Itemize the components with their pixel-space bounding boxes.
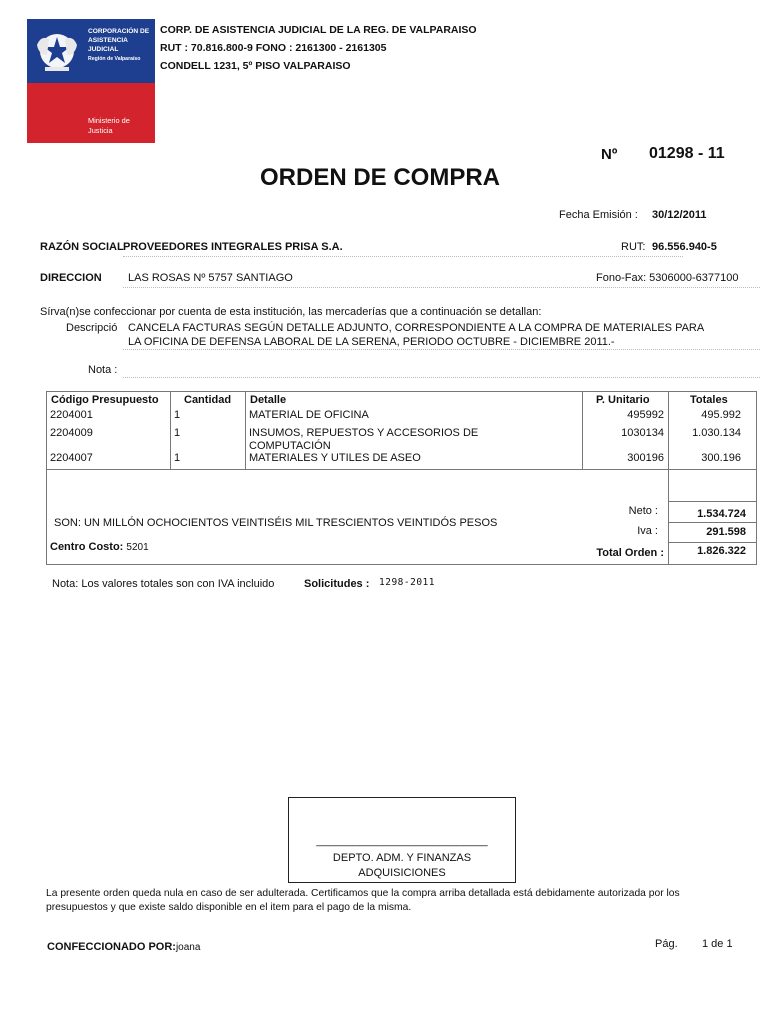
row-unitario: 1030134 [621, 427, 664, 439]
supplier-address: LAS ROSAS Nº 5757 SANTIAGO [128, 272, 293, 284]
logo-region: Región de Valparaíso [88, 56, 141, 62]
neto-label: Neto : [628, 505, 658, 517]
row-total: 495.992 [701, 409, 741, 421]
iva-value: 291.598 [706, 526, 746, 538]
logo-org-name: CORPORACIÓN DE ASISTENCIA JUDICIAL [88, 28, 150, 53]
order-number-label: Nº [601, 146, 618, 163]
cost-center-value: 5201 [126, 542, 149, 553]
description-line-1: CANCELA FACTURAS SEGÚN DETALLE ADJUNTO, CORRESPONDIENTE A LA COMPRA DE MATERIALES PARA [128, 322, 705, 334]
supplier-rut: 96.556.940-5 [652, 241, 717, 253]
total-label: Total Orden : [596, 547, 664, 559]
header-line-2: RUT : 70.816.800-9 FONO : 2161300 - 2161305 [160, 42, 387, 54]
date-label: Fecha Emisión : [559, 209, 638, 221]
col-header-codigo: Código Presupuesto [51, 394, 159, 406]
description-label: Descripció [66, 322, 118, 334]
row-cantidad: 1 [174, 409, 181, 421]
iva-note: Nota: Los valores totales son con IVA incluido [52, 578, 275, 590]
logo-ministry: Ministerio de Justicia [88, 116, 130, 135]
coat-of-arms-icon [31, 25, 83, 77]
row-cantidad: 1 [174, 452, 181, 464]
col-header-cantidad: Cantidad [184, 394, 232, 406]
cost-center [50, 541, 149, 553]
col-header-detalle: Detalle [250, 394, 287, 406]
request-intro: Sírva(n)se confeccionar por cuenta de esta institución, las mercaderías que a continuación se detallan: [40, 306, 542, 318]
row-detalle-cont: COMPUTACIÓN [249, 440, 331, 452]
row-total: 300.196 [701, 452, 741, 464]
row-detalle: INSUMOS, REPUESTOS Y ACCESORIOS DE [249, 427, 479, 439]
signature-sub: ADQUISICIONES [358, 867, 446, 879]
page-title: ORDEN DE COMPRA [260, 164, 501, 191]
col-header-unitario: P. Unitario [596, 394, 650, 406]
row-codigo: 2204001 [50, 409, 93, 421]
solicitudes-value: 1298-2011 [379, 577, 435, 588]
supplier-phone: Fono-Fax: 5306000-6377100 [596, 272, 739, 284]
iva-label: Iva : [637, 525, 658, 537]
cost-center-label: Centro Costo: [50, 541, 124, 553]
signature-dept: DEPTO. ADM. Y FINANZAS [332, 852, 472, 864]
prepared-by [47, 941, 200, 953]
rut-label: RUT: [621, 241, 646, 253]
institution-logo [27, 19, 155, 143]
nota-label: Nota : [88, 364, 118, 376]
row-total: 1.030.134 [692, 427, 741, 439]
row-codigo: 2204009 [50, 427, 93, 439]
neto-value: 1.534.724 [697, 508, 746, 520]
row-codigo: 2204007 [50, 452, 93, 464]
total-value: 1.826.322 [697, 545, 746, 557]
header-line-1: CORP. DE ASISTENCIA JUDICIAL DE LA REG. DE VALPARAISO [160, 24, 477, 36]
legal-text-1: La presente orden queda nula en caso de ser adulterada. Certificamos que la compra arriba detallada está debidamente autorizada por los [46, 888, 680, 899]
solicitudes-label: Solicitudes : [304, 578, 370, 590]
row-unitario: 495992 [627, 409, 664, 421]
razon-social-label: RAZÓN SOCIAL [40, 241, 124, 253]
col-header-totales: Totales [690, 394, 728, 406]
supplier-name: PROVEEDORES INTEGRALES PRISA S.A. [123, 241, 343, 253]
row-unitario: 300196 [627, 452, 664, 464]
signature-line: ____________________________ [316, 835, 488, 847]
page-label: Pág. [655, 938, 678, 950]
row-cantidad: 1 [174, 427, 181, 439]
signature-box [288, 797, 516, 883]
row-detalle: MATERIALES Y UTILES DE ASEO [249, 452, 421, 464]
header-line-3: CONDELL 1231, 5º PISO VALPARAISO [160, 60, 351, 72]
row-detalle: MATERIAL DE OFICINA [249, 409, 369, 421]
issue-date: 30/12/2011 [652, 209, 707, 221]
amount-in-words: SON: UN MILLÓN OCHOCIENTOS VEINTISÉIS MIL TRESCIENTOS VEINTIDÓS PESOS [54, 517, 498, 529]
legal-text-2: presupuestos y que existe saldo disponible en el item para el pago de la misma. [46, 902, 412, 913]
prepared-by-label: CONFECCIONADO POR: [47, 941, 176, 953]
page-number: 1 de 1 [702, 938, 733, 950]
direccion-label: DIRECCION [40, 272, 102, 284]
description-line-2: LA OFICINA DE DEFENSA LABORAL DE LA SERENA, PERIODO OCTUBRE - DICIEMBRE 2011.- [128, 336, 615, 348]
prepared-by-value: joana [175, 942, 201, 953]
order-number: 01298 - 11 [649, 145, 725, 162]
